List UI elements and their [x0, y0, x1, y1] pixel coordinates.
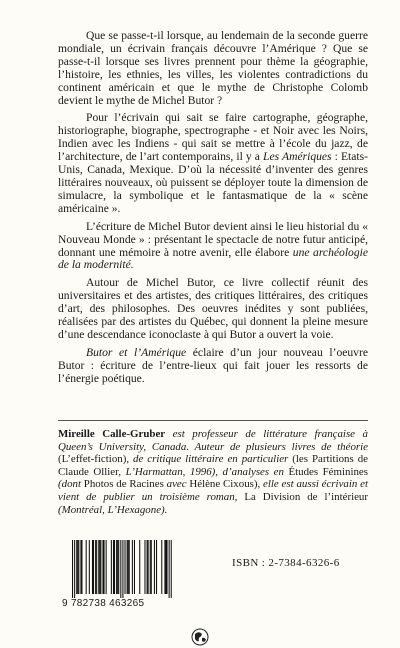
separator-line — [58, 420, 368, 421]
barcode-bar — [113, 540, 114, 594]
text-run: Que se passe-t-il lorsque, au lendemain de la seconde guerre mondiale, un écrivain français découvre l’Amérique ? Que se passe-t-il lorsque ses livres prennent pour thème la géographie, l’histoire, les ethnies, les villes, les violentes contradictions du continent américain et que le mythe de Christophe Colomb devient le mythe de Michel Butor ? — [58, 29, 368, 107]
barcode-bar — [92, 540, 93, 594]
barcode-bar — [96, 540, 97, 594]
barcode-bar — [167, 540, 168, 594]
bio-run: d’analyses en — [222, 465, 289, 478]
barcode-bar — [132, 540, 133, 594]
bio-run: (dont — [58, 478, 84, 491]
bio-run: La Division de l’intérieur — [244, 490, 368, 503]
barcode-bar — [114, 540, 115, 594]
blurb-paragraph — [58, 221, 368, 273]
barcode-bar — [156, 540, 157, 594]
bio-run: (L’effet-fiction), — [58, 453, 134, 466]
bio-run: est professeur de littérature française à Queen’s University, Canada. Auteur de plusieurs livres de théorie — [58, 428, 368, 453]
barcode-bar — [164, 540, 165, 594]
barcode-bar — [80, 540, 81, 594]
barcode-bar — [102, 540, 103, 594]
barcode-bar — [169, 540, 170, 598]
barcode-bar — [151, 540, 152, 594]
barcode — [62, 540, 174, 612]
text-run: une archéologie de la modernité. — [58, 245, 368, 272]
bio-run: de critique littéraire en particulier — [133, 453, 293, 466]
barcode-bar — [128, 540, 129, 594]
barcode-bar — [144, 540, 145, 594]
barcode-bar — [118, 540, 119, 594]
barcode-bar — [139, 540, 140, 594]
barcode-bar — [150, 540, 151, 594]
barcode-bar — [76, 540, 77, 594]
blurb-paragraph — [58, 112, 368, 215]
barcode-bar — [111, 540, 112, 594]
blurb-paragraph — [58, 347, 368, 386]
barcode-bar — [116, 540, 117, 594]
globe-icon — [189, 628, 211, 646]
bio-run: (les Partitions de Claude Ollier, — [58, 453, 368, 478]
author-bio — [58, 428, 368, 516]
blurb-paragraph — [58, 277, 368, 342]
text-run: éclaire d’un jour nouveau l’oeuvre Butor : écriture de l’entre-lieux qui fait jouer les ressorts de l’énergie poétique. — [58, 345, 368, 385]
barcode-bar — [154, 540, 155, 594]
barcode-bar — [120, 540, 121, 598]
barcode-bar — [93, 540, 94, 594]
text-run: Pour l’écrivain qui sait se faire cartographe, géographe, historiographe, biographe, spectrographe - et Noir avec les Noirs, Indien avec les Indiens - qui sait se mettre à l’école du jazz, de l’architecture, de l’art contemporains, il y a — [58, 111, 368, 164]
blurb-text — [58, 30, 368, 386]
blurb-paragraph — [58, 30, 368, 107]
author-bio-paragraph — [58, 428, 368, 516]
barcode-bar — [98, 540, 99, 594]
barcode-bar — [86, 540, 87, 594]
barcode-bar — [89, 540, 90, 594]
text-run: Autour de Michel Butor, ce livre collectif réunit des universitaires et des artistes, des critiques littéraires, des critiques d’art, des philosophes. Des oeuvres inédites y sont publiées, réalisées par des artistes du Québec, qui donnent la pleine mesure d’une descendance iconoclaste à qui Butor a ouvert la voie. — [58, 276, 368, 341]
barcode-number: 9 782738 463265 — [62, 598, 145, 609]
barcode-bar — [72, 540, 73, 598]
bio-run: Photos de Racines — [83, 478, 167, 491]
text-run: : Etats-Unis, Canada, Mexique. D’où la nécessité d’inventer des genres littéraires nouveaux, où puissent se déployer toute la dimension de simulacre, la symbolique et le fantasmatique de la « scène américaine ». — [58, 150, 368, 215]
bio-run: Hélène Cixous), — [189, 478, 264, 491]
bio-run: avec — [166, 478, 190, 491]
bio-run: (Montréal, L’Hexagone). — [58, 503, 168, 516]
barcode-bar — [99, 540, 100, 594]
text-run: Butor et l’Amérique — [86, 345, 187, 359]
barcode-bar — [127, 540, 128, 594]
text-run: L’écriture de Michel Butor devient ainsi le lieu historial du « Nouveau Monde » : présentant le spectacle de notre futur anticipé, donnant une mémoire à notre avenir, elle élabore — [58, 219, 368, 259]
barcode-bar — [77, 540, 78, 594]
bio-run: Études Féminines — [288, 465, 368, 478]
author-name: Mireille Calle-Gruber — [58, 428, 166, 440]
barcode-bar — [122, 540, 123, 598]
barcode-bar — [134, 540, 135, 594]
barcode-bars — [62, 540, 174, 598]
barcode-bar — [104, 540, 105, 594]
barcode-bar — [81, 540, 82, 594]
barcode-bar — [161, 540, 162, 594]
bio-run: L’Harmattan, 1996), — [125, 465, 223, 478]
barcode-bar — [129, 540, 130, 594]
barcode-bar — [74, 540, 75, 598]
barcode-bar — [106, 540, 107, 594]
barcode-bar — [78, 540, 79, 594]
barcode-bar — [125, 540, 126, 594]
barcode-bar — [147, 540, 148, 594]
text-run: Les Amériques — [263, 150, 332, 164]
barcode-bar — [117, 540, 118, 594]
barcode-bar — [171, 540, 172, 598]
barcode-bar — [95, 540, 96, 594]
barcode-bar — [165, 540, 166, 594]
barcode-bar — [100, 540, 101, 594]
bio-run: elle est aussi écrivain et vient de publier un troisième roman, — [58, 478, 368, 503]
isbn-label: ISBN : 2-7384-6326-6 — [232, 557, 340, 569]
barcode-bar — [148, 540, 149, 594]
